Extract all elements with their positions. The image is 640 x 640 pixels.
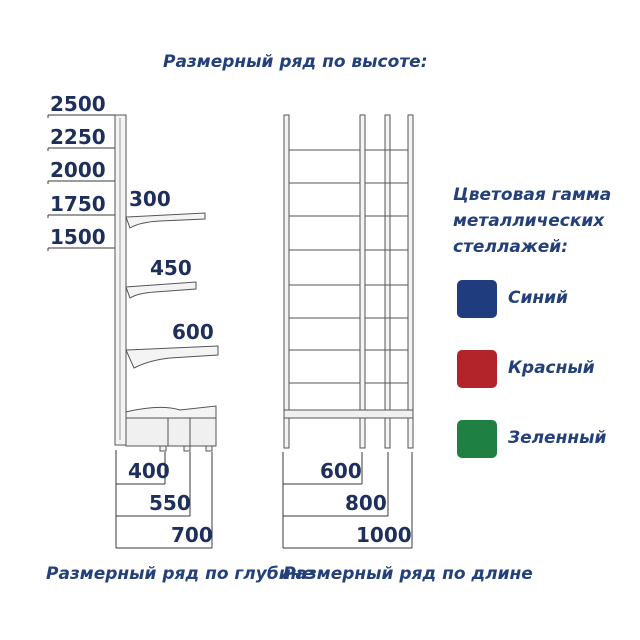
legend-title bbox=[453, 182, 623, 260]
front-view-rack bbox=[284, 115, 413, 448]
height-label-1500: 1500 bbox=[50, 225, 106, 249]
height-label-2250: 2250 bbox=[50, 125, 106, 149]
side-view-rack bbox=[115, 115, 218, 451]
legend-label-red: Красный bbox=[508, 358, 595, 378]
shelf-label-450: 450 bbox=[150, 256, 192, 280]
legend-label-blue: Синий bbox=[508, 288, 568, 308]
height-label-2500: 2500 bbox=[50, 92, 106, 116]
depth-label-550: 550 bbox=[149, 491, 191, 515]
depth-label-400: 400 bbox=[128, 459, 170, 483]
depth-label-700: 700 bbox=[171, 523, 213, 547]
length-label-800: 800 bbox=[345, 491, 387, 515]
swatch-green bbox=[457, 420, 497, 458]
caption-depth: Размерный ряд по глубине bbox=[46, 564, 314, 584]
swatch-blue bbox=[457, 280, 497, 318]
legend-label-green: Зеленный bbox=[508, 428, 607, 448]
shelf-label-300: 300 bbox=[129, 187, 171, 211]
legend-title-line-2: металлических bbox=[453, 211, 605, 231]
shelf-label-600: 600 bbox=[172, 320, 214, 344]
title-height: Размерный ряд по высоте: bbox=[163, 52, 428, 72]
caption-length: Размерный ряд по длине bbox=[283, 564, 533, 584]
height-label-2000: 2000 bbox=[50, 158, 106, 182]
length-label-600: 600 bbox=[320, 459, 362, 483]
legend-title-line-1: Цветовая гамма bbox=[453, 185, 612, 205]
length-label-1000: 1000 bbox=[356, 523, 412, 547]
swatch-red bbox=[457, 350, 497, 388]
legend-title-line-3: стеллажей: bbox=[453, 237, 568, 257]
height-label-1750: 1750 bbox=[50, 192, 106, 216]
